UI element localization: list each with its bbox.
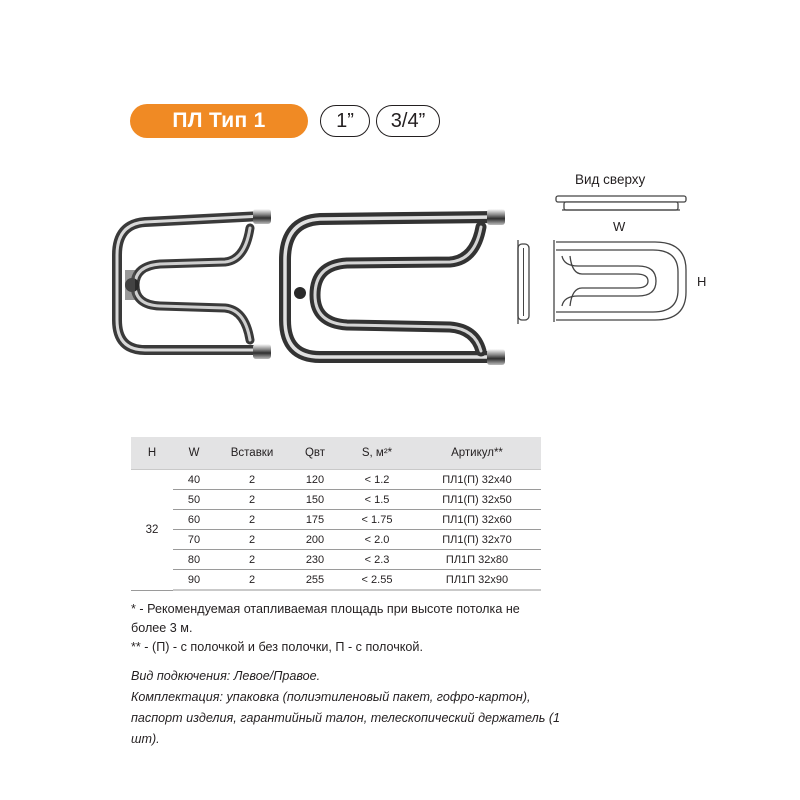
footnotes <box>131 600 551 657</box>
power-cell: 230 <box>289 550 341 570</box>
col-inserts-header: Вставки <box>215 437 289 470</box>
w-cell: 70 <box>173 530 215 550</box>
inserts-cell: 2 <box>215 510 289 530</box>
w-cell: 50 <box>173 490 215 510</box>
article-cell: ПЛ1(П) 32х60 <box>413 510 541 530</box>
power-cell: 255 <box>289 570 341 591</box>
package-contents: Комплектация: упаковка (полиэтиленовый пакет, гофро-картон), паспорт изделия, гарантийный талон, телескопический держатель (1 шт). <box>131 690 561 746</box>
inserts-cell: 2 <box>215 530 289 550</box>
w-cell: 40 <box>173 470 215 490</box>
footnote-area: * - Рекомендуемая отапливаемая площадь при высоте потолка не более 3 м. <box>131 602 520 635</box>
area-cell: < 1.5 <box>341 490 413 510</box>
top-view-drawing <box>552 190 692 220</box>
footnote-article: ** - (П) - с полочкой и без полочки, П - с полочкой. <box>131 640 423 654</box>
specs-table <box>131 437 541 591</box>
table-header-row <box>131 437 541 470</box>
area-cell: < 2.55 <box>341 570 413 591</box>
table-row <box>131 550 541 570</box>
height-label: H <box>697 274 707 289</box>
product-info <box>131 666 561 750</box>
table-row <box>131 490 541 510</box>
table-row <box>131 530 541 550</box>
table-row <box>131 510 541 530</box>
h-value-cell: 32 <box>131 470 173 591</box>
col-h-header: H <box>131 437 173 470</box>
article-cell: ПЛ1(П) 32х40 <box>413 470 541 490</box>
width-label: W <box>613 219 626 234</box>
product-photo-small <box>105 200 280 375</box>
col-article-header: Артикул** <box>413 437 541 470</box>
inserts-cell: 2 <box>215 570 289 591</box>
article-cell: ПЛ1(П) 32х70 <box>413 530 541 550</box>
area-cell: < 2.0 <box>341 530 413 550</box>
power-cell: 150 <box>289 490 341 510</box>
side-view-drawing <box>510 238 550 326</box>
inserts-cell: 2 <box>215 490 289 510</box>
col-power-header: Qвт <box>289 437 341 470</box>
area-cell: < 1.2 <box>341 470 413 490</box>
article-cell: ПЛ1П 32х90 <box>413 570 541 591</box>
w-cell: 90 <box>173 570 215 591</box>
area-cell: < 1.75 <box>341 510 413 530</box>
col-w-header: W <box>173 437 215 470</box>
product-photo-large <box>275 205 510 370</box>
table-row <box>131 570 541 591</box>
power-cell: 120 <box>289 470 341 490</box>
inserts-cell: 2 <box>215 470 289 490</box>
table-row <box>131 470 541 490</box>
w-cell: 60 <box>173 510 215 530</box>
w-cell: 80 <box>173 550 215 570</box>
power-cell: 200 <box>289 530 341 550</box>
col-area-header: S, м²* <box>341 437 413 470</box>
size-tag-1-inch: 1” <box>320 105 370 137</box>
front-view-drawing <box>550 236 690 326</box>
inserts-cell: 2 <box>215 550 289 570</box>
size-tag-3-4-inch: 3/4” <box>376 105 440 137</box>
model-tag: ПЛ Тип 1 <box>130 104 308 138</box>
area-cell: < 2.3 <box>341 550 413 570</box>
article-cell: ПЛ1(П) 32х50 <box>413 490 541 510</box>
top-view-label: Вид сверху <box>575 172 646 187</box>
power-cell: 175 <box>289 510 341 530</box>
article-cell: ПЛ1П 32х80 <box>413 550 541 570</box>
connection-type: Вид подкючения: Левое/Правое. <box>131 669 321 683</box>
